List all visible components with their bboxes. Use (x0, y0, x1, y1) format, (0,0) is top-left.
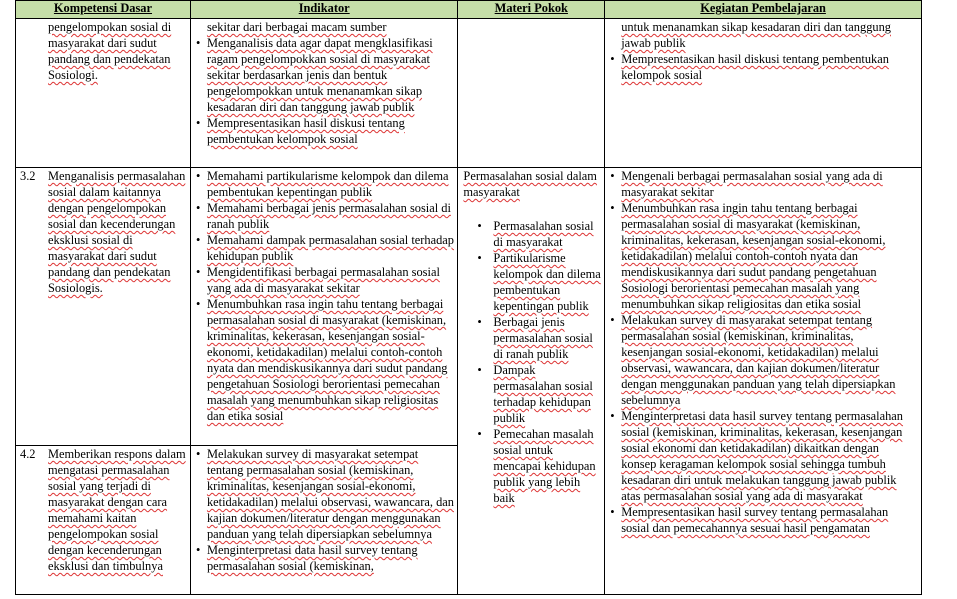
table-row (16, 19, 922, 168)
header-materi-pokok: Materi Pokok (458, 1, 605, 19)
materi-lead: Permasalahan sosial dalam masyarakat (463, 169, 597, 199)
list-item: • Melakukan survey di masyarakat setempat tentang permasalahan sosial (kemiskinan, kriminalitas, kesenjangan sosial-ekonomi, ketidakadilan) melalui observasi, wawancara, dan kajian dokumen/literatur dengan menggunakan panduan yang telah dipersiapkan sebelumnya (608, 312, 917, 408)
list-item: • Mempresentasikan hasil diskusi tentang pembentukan kelompok sosial (608, 51, 917, 83)
kd-text: Menganalisis permasalahan sosial dalam kaitannya dengan pengelompokan sosial dan kecenderungan eksklusi sosial di masyarakat dari sudut pandang dan pendekatan Sosiologis. (48, 169, 186, 295)
list-item: • Melakukan survey di masyarakat setempat tentang permasalahan sosial (kemiskinan, kriminalitas, kesenjangan sosial-ekonomi, ketidakadilan) melalui observasi, wawancara, dan kajian dokumen/literatur dengan menggunakan panduan yang telah dipersiapkan sebelumnya (194, 446, 454, 542)
list-item: • Mengidentifikasi berbagai permasalahan sosial yang ada di masyarakat sekitar (194, 264, 454, 296)
list-item: • Partikularisme kelompok dan dilema pembentukan kepentingan publik (463, 250, 601, 314)
list-item: • Memahami berbagai jenis permasalahan sosial di ranah publik (194, 200, 454, 232)
header-indikator: Indikator (190, 1, 457, 19)
list-item: • Pemecahan masalah sosial untuk mencapai kehidupan publik yang lebih baik (463, 426, 601, 506)
curriculum-table (15, 0, 922, 595)
table-row (16, 168, 922, 446)
kd-number: 4.2 (20, 447, 36, 461)
list-item: • Menumbuhkan rasa ingin tahu tentang berbagai permasalahan sosial di masyarakat (kemiskinan, kriminalitas, kekerasan, kesenjangan sosial-ekonomi, ketidakadilan) melalui contoh-contoh nyata dan mendiskusikannya dari sudut pandang pengetahuan Sosiologi berorientasi pemecahan masalah yang menumbuhkan sikap religiositas dan etika sosial (608, 200, 917, 312)
list-item: • Memahami dampak permasalahan sosial terhadap kehidupan publik (194, 232, 454, 264)
indikator-cell (190, 446, 457, 595)
list-item: • Mempresentasikan hasil diskusi tentang pembentukan kelompok sosial (194, 115, 454, 147)
indikator-cell (190, 168, 457, 446)
kd-text: Memberikan respons dalam mengatasi permasalahan sosial yang terjadi di masyarakat dengan cara memahami kaitan pengelompokan sosial dengan kecenderungan eksklusi dan timbulnya (48, 447, 186, 573)
indikator-cell (190, 19, 457, 168)
list-item: • Menumbuhkan rasa ingin tahu tentang berbagai permasalahan sosial di masyarakat (kemiskinan, kriminalitas, kekerasan, kesenjangan sosial-ekonomi, ketidakadilan) melalui contoh-contoh nyata dan mendiskusikannya dari sudut pandang pengetahuan Sosiologi berorientasi pemecahan masalah yang menumbuhkan sikap religiositas dan etika sosial (194, 296, 454, 424)
kegiatan-cell (605, 168, 922, 595)
header-kegiatan-pembelajaran: Kegiatan Pembelajaran (605, 1, 922, 19)
kd-text: pengelompokan sosial di masyarakat dari sudut pandang dan pendekatan Sosiologi. (48, 20, 172, 82)
list-item: • Menganalisis data agar dapat mengklasifikasi ragam pengelompokkan sosial di masyarakat sekitar berdasarkan jenis dan bentuk pengelompokkan untuk menanamkan sikap kesadaran diri dan tanggung jawab publik (194, 35, 454, 115)
kd-cell (16, 446, 191, 595)
materi-cell (458, 19, 605, 168)
kegiatan-cell (605, 19, 922, 168)
list-item: • Permasalahan sosial di masyarakat (463, 218, 601, 250)
header-kompetensi-dasar: Kompetensi Dasar (16, 1, 191, 19)
list-item: • Mempresentasikan hasil survey tentang permasalahan sosial dan pemecahannya sesuai hasil pengamatan (608, 504, 917, 536)
kegiatan-continued: untuk menanamkan sikap kesadaran diri dan tanggung jawab publik (621, 20, 891, 50)
list-item: • Mengenali berbagai permasalahan sosial yang ada di masyarakat sekitar (608, 168, 917, 200)
list-item: • Memahami partikularisme kelompok dan dilema pembentukan kepentingan publik (194, 168, 454, 200)
list-item: • Dampak permasalahan sosial terhadap kehidupan publik (463, 362, 601, 426)
list-item: • Berbagai jenis permasalahan sosial di ranah publik (463, 314, 601, 362)
list-item: • Menginterpretasi data hasil survey tentang permasalahan sosial (kemiskinan, (194, 542, 454, 574)
list-item: • Menginterpretasi data hasil survey tentang permasalahan sosial (kemiskinan, kriminalitas, kekerasan, kesenjangan sosial ekonomi dan ketidakadilan) dikaitkan dengan konsep keragaman kelompok sosial sehingga tumbuh kesadaran diri untuk melakukan tanggung jawab publik atas permasalahan sosial yang ada di masyarakat (608, 408, 917, 504)
kd-cell (16, 19, 191, 168)
kd-number: 3.2 (20, 169, 36, 183)
indikator-continued: sekitar dari berbagai macam sumber (206, 20, 387, 34)
kd-cell (16, 168, 191, 446)
header-row (16, 1, 922, 19)
materi-cell (458, 168, 605, 595)
